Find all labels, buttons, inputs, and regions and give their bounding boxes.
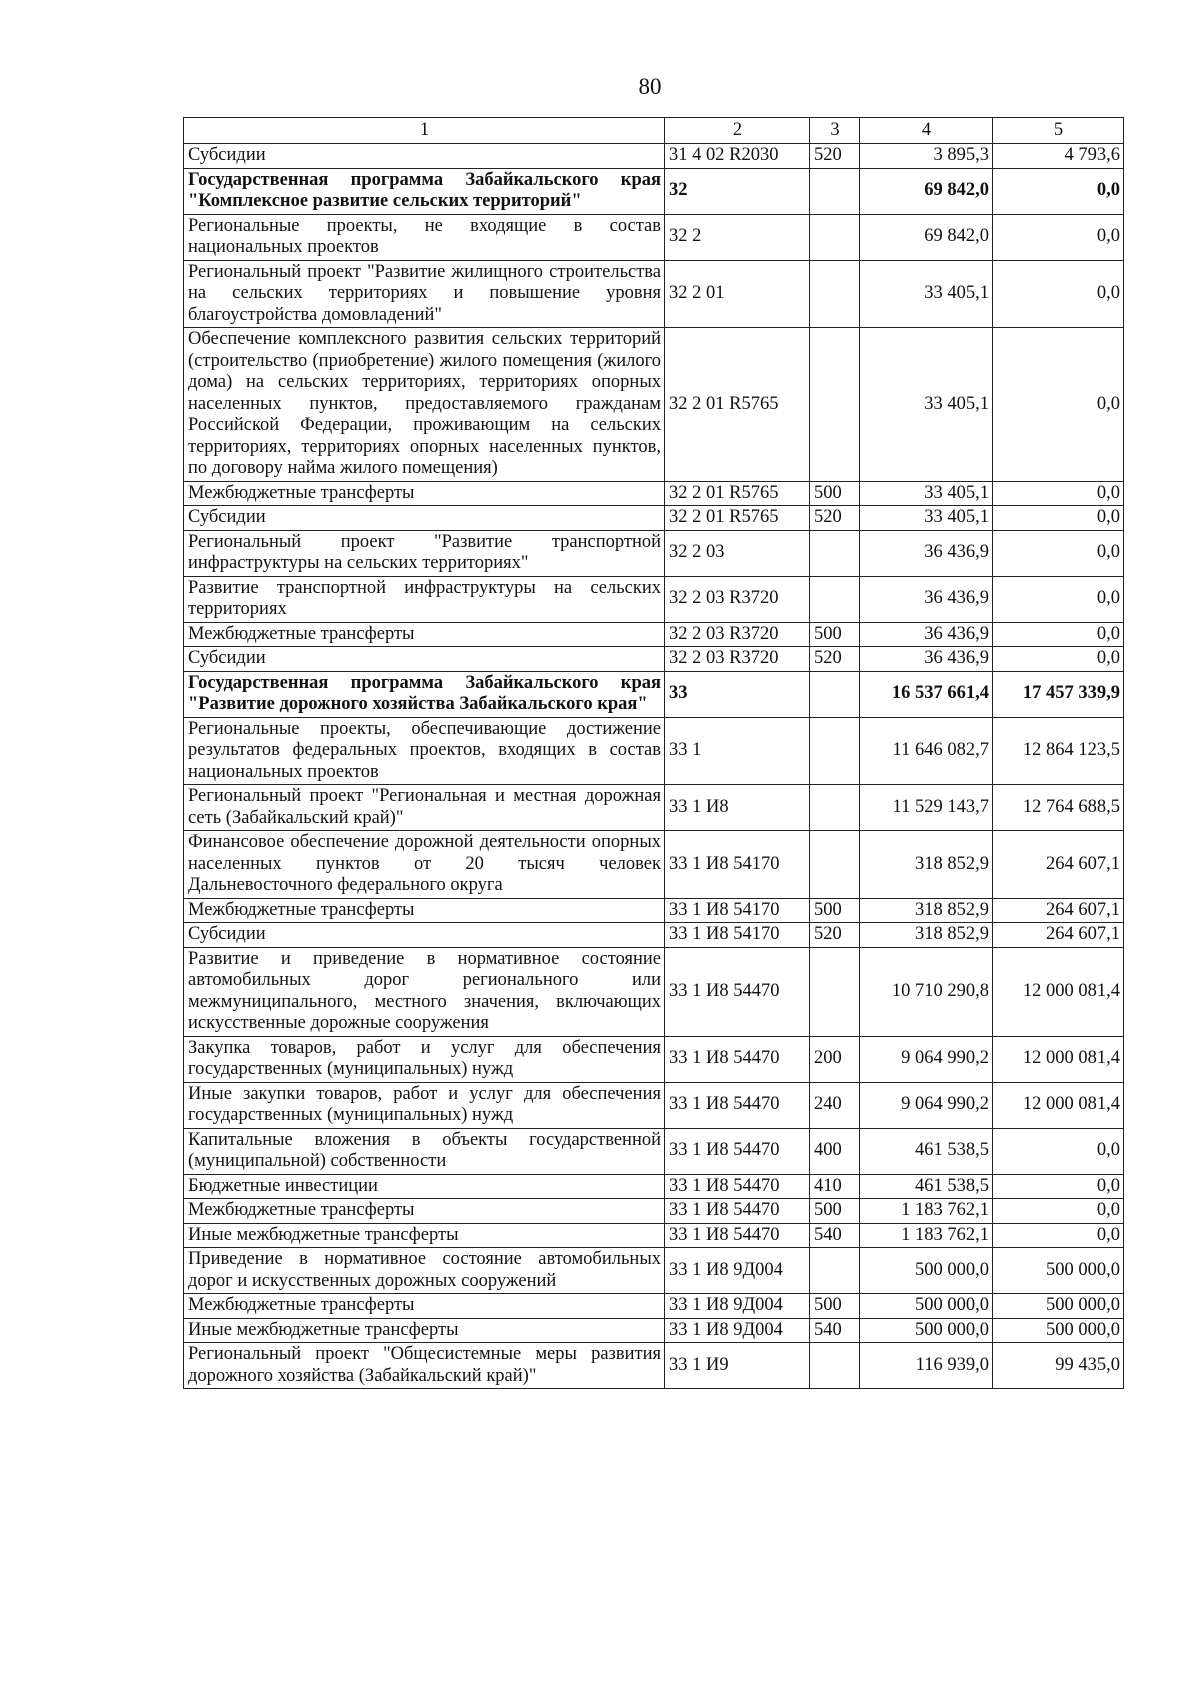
table-row	[184, 647, 1124, 672]
row-name-cell: Межбюджетные трансферты	[184, 1199, 665, 1224]
row-value-2-cell: 264 607,1	[993, 923, 1124, 948]
row-code-cell: 33	[665, 671, 810, 717]
row-value-1-cell: 9 064 990,2	[860, 1082, 993, 1128]
row-value-2-cell: 0,0	[993, 260, 1124, 328]
row-code-cell: 33 1 И8 54470	[665, 1199, 810, 1224]
table-row	[184, 1318, 1124, 1343]
row-name-cell: Приведение в нормативное состояние автомобильных дорог и искусственных дорожных сооружений	[184, 1248, 665, 1294]
table-row	[184, 1199, 1124, 1224]
table-row	[184, 328, 1124, 482]
row-value-2-cell: 264 607,1	[993, 831, 1124, 899]
row-expense-type-cell: 410	[810, 1174, 860, 1199]
row-code-cell: 33 1 И8 54470	[665, 1082, 810, 1128]
row-name-cell: Развитие транспортной инфраструктуры на сельских территориях	[184, 576, 665, 622]
row-expense-type-cell: 520	[810, 144, 860, 169]
header-col-value-1: 4	[860, 118, 993, 144]
row-value-2-cell: 12 000 081,4	[993, 1082, 1124, 1128]
row-name-cell: Субсидии	[184, 506, 665, 531]
table-row	[184, 168, 1124, 214]
table-row	[184, 923, 1124, 948]
row-value-1-cell: 36 436,9	[860, 622, 993, 647]
row-expense-type-cell	[810, 785, 860, 831]
row-name-cell: Государственная программа Забайкальского края "Развитие дорожного хозяйства Забайкальского края"	[184, 671, 665, 717]
row-name-cell: Капитальные вложения в объекты государственной (муниципальной) собственности	[184, 1128, 665, 1174]
row-name-cell: Региональный проект "Общесистемные меры развития дорожного хозяйства (Забайкальский край)"	[184, 1343, 665, 1389]
row-name-cell: Межбюджетные трансферты	[184, 1294, 665, 1319]
row-value-2-cell: 12 764 688,5	[993, 785, 1124, 831]
table-row	[184, 1174, 1124, 1199]
row-value-1-cell: 33 405,1	[860, 506, 993, 531]
row-code-cell: 32 2 03 R3720	[665, 647, 810, 672]
row-expense-type-cell	[810, 671, 860, 717]
page-number: 80	[638, 74, 662, 99]
row-code-cell: 33 1 И8 54170	[665, 923, 810, 948]
row-value-2-cell: 17 457 339,9	[993, 671, 1124, 717]
row-value-1-cell: 500 000,0	[860, 1318, 993, 1343]
table-row	[184, 831, 1124, 899]
row-value-2-cell: 0,0	[993, 622, 1124, 647]
row-value-2-cell: 99 435,0	[993, 1343, 1124, 1389]
row-expense-type-cell: 520	[810, 923, 860, 948]
table-row	[184, 481, 1124, 506]
row-expense-type-cell: 540	[810, 1318, 860, 1343]
table-row	[184, 1223, 1124, 1248]
row-value-1-cell: 318 852,9	[860, 923, 993, 948]
row-value-1-cell: 69 842,0	[860, 214, 993, 260]
row-value-2-cell: 0,0	[993, 1174, 1124, 1199]
row-expense-type-cell	[810, 530, 860, 576]
header-col-value-2: 5	[993, 118, 1124, 144]
row-name-cell: Иные межбюджетные трансферты	[184, 1318, 665, 1343]
row-value-2-cell: 12 000 081,4	[993, 947, 1124, 1036]
row-expense-type-cell	[810, 1248, 860, 1294]
header-col-code: 2	[665, 118, 810, 144]
row-value-1-cell: 36 436,9	[860, 530, 993, 576]
row-value-1-cell: 318 852,9	[860, 898, 993, 923]
row-name-cell: Региональный проект "Развитие транспортной инфраструктуры на сельских территориях"	[184, 530, 665, 576]
row-expense-type-cell	[810, 168, 860, 214]
header-col-type: 3	[810, 118, 860, 144]
table-row	[184, 671, 1124, 717]
table-row	[184, 717, 1124, 785]
table-row	[184, 144, 1124, 169]
row-name-cell: Региональные проекты, обеспечивающие достижение результатов федеральных проектов, входящих в состав национальных проектов	[184, 717, 665, 785]
row-name-cell: Межбюджетные трансферты	[184, 622, 665, 647]
row-expense-type-cell: 520	[810, 506, 860, 531]
row-value-1-cell: 1 183 762,1	[860, 1223, 993, 1248]
row-name-cell: Региональный проект "Развитие жилищного строительства на сельских территориях и повышение уровня благоустройства домовладений"	[184, 260, 665, 328]
row-expense-type-cell: 400	[810, 1128, 860, 1174]
row-expense-type-cell	[810, 260, 860, 328]
row-code-cell: 33 1	[665, 717, 810, 785]
table-row	[184, 506, 1124, 531]
table-row	[184, 1128, 1124, 1174]
row-expense-type-cell	[810, 947, 860, 1036]
table-row	[184, 785, 1124, 831]
row-value-1-cell: 69 842,0	[860, 168, 993, 214]
row-code-cell: 33 1 И8 54170	[665, 831, 810, 899]
row-value-1-cell: 318 852,9	[860, 831, 993, 899]
row-value-1-cell: 11 529 143,7	[860, 785, 993, 831]
row-value-1-cell: 500 000,0	[860, 1248, 993, 1294]
row-value-2-cell: 0,0	[993, 1223, 1124, 1248]
table-row	[184, 530, 1124, 576]
row-value-2-cell: 0,0	[993, 530, 1124, 576]
row-value-2-cell: 0,0	[993, 214, 1124, 260]
row-expense-type-cell: 500	[810, 481, 860, 506]
row-expense-type-cell	[810, 717, 860, 785]
row-name-cell: Государственная программа Забайкальского края "Комплексное развитие сельских территорий"	[184, 168, 665, 214]
row-code-cell: 33 1 И8 54470	[665, 1036, 810, 1082]
row-value-2-cell: 4 793,6	[993, 144, 1124, 169]
table-row	[184, 622, 1124, 647]
row-value-1-cell: 33 405,1	[860, 481, 993, 506]
row-code-cell: 33 1 И9	[665, 1343, 810, 1389]
table-row	[184, 1036, 1124, 1082]
row-value-1-cell: 10 710 290,8	[860, 947, 993, 1036]
row-expense-type-cell: 520	[810, 647, 860, 672]
row-value-2-cell: 0,0	[993, 1128, 1124, 1174]
row-code-cell: 33 1 И8	[665, 785, 810, 831]
row-value-2-cell: 0,0	[993, 481, 1124, 506]
row-name-cell: Межбюджетные трансферты	[184, 898, 665, 923]
row-value-2-cell: 0,0	[993, 1199, 1124, 1224]
row-value-1-cell: 33 405,1	[860, 328, 993, 482]
table-header-row	[184, 118, 1124, 144]
table-row	[184, 260, 1124, 328]
row-name-cell: Субсидии	[184, 923, 665, 948]
row-value-2-cell: 500 000,0	[993, 1294, 1124, 1319]
row-name-cell: Развитие и приведение в нормативное состояние автомобильных дорог регионального или межмуниципального, местного значения, включающих искусственные дорожные сооружения	[184, 947, 665, 1036]
row-value-2-cell: 500 000,0	[993, 1318, 1124, 1343]
row-value-2-cell: 0,0	[993, 168, 1124, 214]
table-row	[184, 1248, 1124, 1294]
table-row	[184, 576, 1124, 622]
row-value-2-cell: 0,0	[993, 328, 1124, 482]
row-code-cell: 33 1 И8 9Д004	[665, 1248, 810, 1294]
row-code-cell: 32 2 01 R5765	[665, 481, 810, 506]
row-name-cell: Субсидии	[184, 647, 665, 672]
row-code-cell: 33 1 И8 54470	[665, 1128, 810, 1174]
row-value-2-cell: 0,0	[993, 647, 1124, 672]
row-value-1-cell: 3 895,3	[860, 144, 993, 169]
row-name-cell: Региональный проект "Региональная и местная дорожная сеть (Забайкальский край)"	[184, 785, 665, 831]
row-code-cell: 33 1 И8 54470	[665, 947, 810, 1036]
row-name-cell: Закупка товаров, работ и услуг для обеспечения государственных (муниципальных) нужд	[184, 1036, 665, 1082]
row-code-cell: 33 1 И8 54170	[665, 898, 810, 923]
row-value-1-cell: 461 538,5	[860, 1174, 993, 1199]
table-row	[184, 1082, 1124, 1128]
row-value-2-cell: 12 864 123,5	[993, 717, 1124, 785]
row-name-cell: Бюджетные инвестиции	[184, 1174, 665, 1199]
row-code-cell: 33 1 И8 9Д004	[665, 1318, 810, 1343]
row-expense-type-cell	[810, 214, 860, 260]
table-body	[184, 144, 1124, 1389]
table-row	[184, 1343, 1124, 1389]
header-col-name: 1	[184, 118, 665, 144]
table-row	[184, 898, 1124, 923]
row-code-cell: 31 4 02 R2030	[665, 144, 810, 169]
row-code-cell: 32	[665, 168, 810, 214]
row-expense-type-cell: 500	[810, 622, 860, 647]
row-value-2-cell: 264 607,1	[993, 898, 1124, 923]
row-expense-type-cell: 200	[810, 1036, 860, 1082]
row-code-cell: 32 2 01 R5765	[665, 328, 810, 482]
row-code-cell: 33 1 И8 54470	[665, 1223, 810, 1248]
row-expense-type-cell: 500	[810, 898, 860, 923]
row-expense-type-cell: 500	[810, 1294, 860, 1319]
row-value-1-cell: 16 537 661,4	[860, 671, 993, 717]
table-row	[184, 214, 1124, 260]
row-value-1-cell: 116 939,0	[860, 1343, 993, 1389]
row-expense-type-cell	[810, 1343, 860, 1389]
row-value-1-cell: 11 646 082,7	[860, 717, 993, 785]
row-expense-type-cell: 240	[810, 1082, 860, 1128]
row-expense-type-cell	[810, 576, 860, 622]
row-name-cell: Межбюджетные трансферты	[184, 481, 665, 506]
row-code-cell: 32 2 01 R5765	[665, 506, 810, 531]
row-code-cell: 32 2 03 R3720	[665, 576, 810, 622]
row-value-2-cell: 500 000,0	[993, 1248, 1124, 1294]
row-code-cell: 32 2 03	[665, 530, 810, 576]
row-value-1-cell: 461 538,5	[860, 1128, 993, 1174]
row-expense-type-cell: 540	[810, 1223, 860, 1248]
row-value-1-cell: 36 436,9	[860, 576, 993, 622]
row-value-1-cell: 1 183 762,1	[860, 1199, 993, 1224]
row-code-cell: 33 1 И8 9Д004	[665, 1294, 810, 1319]
row-expense-type-cell	[810, 328, 860, 482]
row-value-2-cell: 12 000 081,4	[993, 1036, 1124, 1082]
row-value-1-cell: 36 436,9	[860, 647, 993, 672]
row-name-cell: Субсидии	[184, 144, 665, 169]
budget-table	[183, 117, 1124, 1389]
row-value-1-cell: 9 064 990,2	[860, 1036, 993, 1082]
table-row	[184, 1294, 1124, 1319]
row-value-1-cell: 33 405,1	[860, 260, 993, 328]
row-name-cell: Иные межбюджетные трансферты	[184, 1223, 665, 1248]
row-code-cell: 33 1 И8 54470	[665, 1174, 810, 1199]
row-name-cell: Обеспечение комплексного развития сельских территорий (строительство (приобретение) жилого помещения (жилого дома) на сельских территориях, территориях опорных населенных пунктов, предоставляемого гражданам Российской Федерации, проживающим на сельских территориях, территориях опорных населенных пунктов, по договору найма жилого помещения)	[184, 328, 665, 482]
row-code-cell: 32 2 01	[665, 260, 810, 328]
row-value-2-cell: 0,0	[993, 506, 1124, 531]
row-name-cell: Региональные проекты, не входящие в состав национальных проектов	[184, 214, 665, 260]
row-name-cell: Финансовое обеспечение дорожной деятельности опорных населенных пунктов от 20 тысяч человек Дальневосточного федерального округа	[184, 831, 665, 899]
row-value-1-cell: 500 000,0	[860, 1294, 993, 1319]
row-value-2-cell: 0,0	[993, 576, 1124, 622]
row-expense-type-cell: 500	[810, 1199, 860, 1224]
table-row	[184, 947, 1124, 1036]
row-name-cell: Иные закупки товаров, работ и услуг для обеспечения государственных (муниципальных) нужд	[184, 1082, 665, 1128]
row-code-cell: 32 2	[665, 214, 810, 260]
row-expense-type-cell	[810, 831, 860, 899]
row-code-cell: 32 2 03 R3720	[665, 622, 810, 647]
